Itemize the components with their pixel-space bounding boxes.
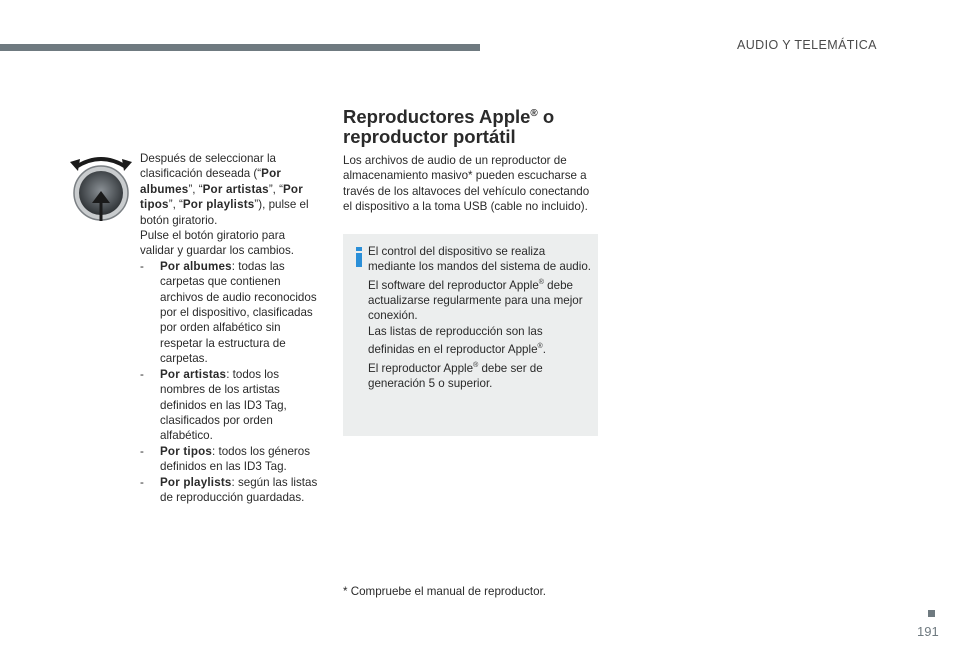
sort-albums: Por albumes xyxy=(140,167,282,196)
sort-artists: Por artistas xyxy=(202,182,269,196)
end-marker xyxy=(928,610,935,617)
page-number: 191 xyxy=(917,624,939,639)
intro-paragraph: Los archivos de audio de un reproductor de almacenamiento masivo* pueden escucharse a través de los altavoces del vehículo conectando el dispositivo a la toma USB (cable no incluido). xyxy=(343,154,590,214)
list-item: - Por albumes: todas las carpetas que contienen archivos de audio reconocidos por el dispositivo, clasificadas por orden alfabético sin respetar la estructura de carpetas. xyxy=(140,259,317,366)
sort-playlists: Por playlists xyxy=(182,198,255,212)
confirm-instructions: Pulse el botón giratorio para validar y guardar los cambios. xyxy=(140,229,295,258)
list-item: - Por tipos: todos los géneros definidos en las ID3 Tag. xyxy=(140,444,311,474)
info-box xyxy=(343,234,598,436)
selection-instructions: Después de seleccionar la clasificación deseada (“Por albumes”, “Por artistas”, “Por tipos”, “Por playlists”), pulse el botón giratorio. xyxy=(140,152,309,227)
info-icon xyxy=(355,247,363,267)
list-item: - Por artistas: todos los nombres de los artistas definidos en las ID3 Tag, clasificados por orden alfabético. xyxy=(140,367,287,443)
header-bar xyxy=(0,44,480,51)
footnote: * Compruebe el manual de reproductor. xyxy=(343,585,547,598)
rotary-knob-icon xyxy=(68,153,134,223)
page-title: Reproductores Apple® o reproductor portátil xyxy=(343,106,555,147)
list-item: - Por playlists: según las listas de reproducción guardadas. xyxy=(140,475,318,504)
info-text: El control del dispositivo se realiza mediante los mandos del sistema de audio. El software del reproductor Apple® debe actualizarse regularmente para una mejor conexión. Las listas de reproducción son las definidas en el reproductor Apple®. El reproductor Apple® debe ser de generación 5 o superior. xyxy=(368,245,591,390)
left-column xyxy=(140,151,318,505)
section-title: AUDIO Y TELEMÁTICA xyxy=(737,38,877,52)
sort-types: Por tipos xyxy=(140,182,303,212)
